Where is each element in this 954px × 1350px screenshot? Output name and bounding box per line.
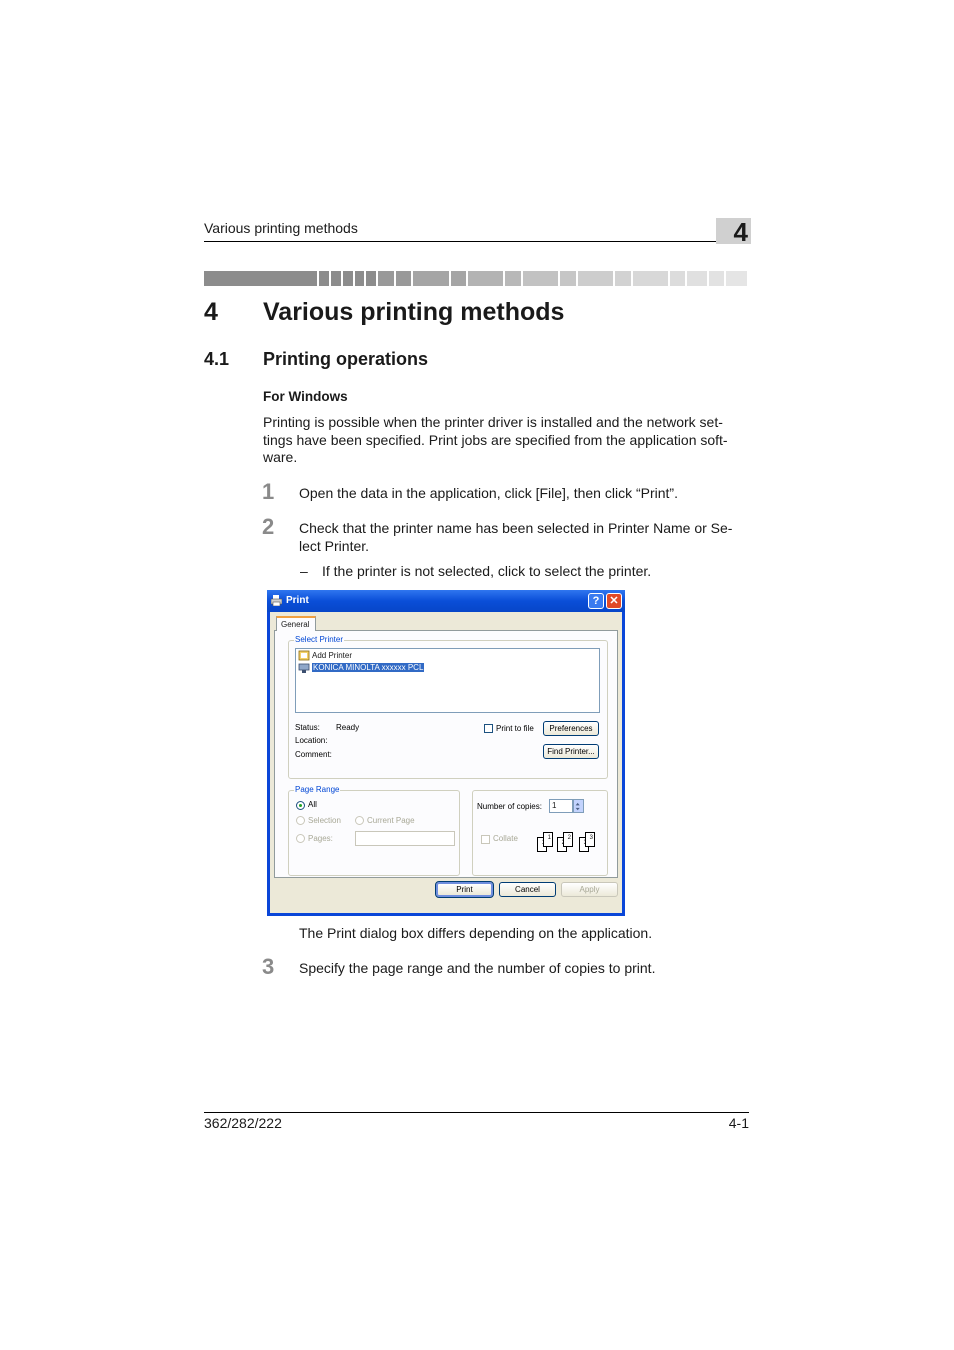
subsection-heading: For Windows [263,389,348,404]
page-range-label: Page Range [295,785,340,794]
status-value: Ready [336,723,360,732]
copies-spinner[interactable] [573,799,584,813]
preferences-button[interactable]: Preferences [543,721,599,736]
copies-group [472,790,608,876]
selection-label: Selection [308,816,341,825]
close-button[interactable]: ✕ [606,593,622,609]
collate-page: 3 [585,832,595,847]
printer-icon [271,595,282,606]
chapter-tab [716,217,751,247]
help-button[interactable]: ? [588,593,604,609]
decorative-bar [204,271,749,286]
selection-radio[interactable] [296,816,305,825]
dialog-title: Print [286,595,309,606]
step-line: lect Printer. [299,537,370,554]
comment-label: Comment: [295,750,332,759]
all-radio[interactable] [296,801,305,810]
printer-item-label: Add Printer [312,651,353,660]
collate-checkbox[interactable] [481,835,490,844]
section-heading [204,349,428,370]
select-printer-label: Select Printer [295,635,344,644]
intro-line: tings have been specified. Print jobs are specified from the application soft- [263,431,728,448]
chapter-heading-title: Various printing methods [263,298,565,326]
step-number-1: 1 [262,479,275,504]
dialog-titlebar[interactable] [267,590,625,612]
chapter-heading-number: 4 [204,298,218,326]
add-printer-icon [298,650,310,661]
step-line: Specify the page range and the number of copies to print. [299,960,656,976]
print-to-file-checkbox[interactable] [484,724,493,733]
step-line: Check that the printer name has been selected in Printer Name or Se- [299,520,733,536]
section-heading-number: 4.1 [204,349,230,369]
number-of-copies-label: Number of copies: [477,802,542,811]
step-number-3: 3 [262,954,275,979]
dialog-caption: The Print dialog box differs depending on the application. [299,925,653,941]
select-printer-group [288,635,608,779]
chapter-heading [204,298,564,327]
step-2-text [299,520,749,555]
step-3-text [299,960,749,978]
header-rule [204,241,716,242]
intro-line: ware. [263,449,298,465]
apply-button[interactable]: Apply [561,882,618,897]
general-tab-panel [274,630,618,878]
print-to-file-label: Print to file [496,724,534,733]
pages-label: Pages: [308,834,333,843]
collate-page: 1 [543,832,553,847]
printer-list[interactable] [295,648,600,713]
printer-item-add[interactable] [298,650,352,661]
chapter-tab-number: 4 [733,217,748,247]
printer-item-konica[interactable] [298,662,424,673]
current-page-radio[interactable] [355,816,364,825]
running-header-title: Various printing methods [204,220,358,236]
page-range-group [288,785,460,876]
note-dash: – [300,563,308,579]
dialog-client-area [270,612,622,913]
step-1-text [299,485,749,503]
location-label: Location: [295,736,328,745]
collate-page: 2 [563,832,573,847]
all-label: All [308,800,317,809]
collate-label: Collate [493,834,518,843]
status-label: Status: [295,723,320,732]
print-button[interactable]: Print [436,882,493,897]
current-page-label: Current Page [367,816,415,825]
find-printer-button[interactable]: Find Printer... [543,744,599,759]
footer-model: 362/282/222 [204,1115,282,1131]
spinner-arrows-icon [574,801,583,813]
step-number-2: 2 [262,514,275,539]
pages-radio[interactable] [296,834,305,843]
network-printer-icon [298,662,310,673]
section-heading-title: Printing operations [263,349,429,369]
intro-paragraph [263,414,750,467]
print-dialog [267,590,625,916]
footer-page-number: 4-1 [728,1115,749,1131]
cancel-button[interactable]: Cancel [499,882,556,897]
pages-input[interactable] [355,831,455,846]
printer-item-label: KONICA MINOLTA xxxxxx PCL [313,663,424,672]
step-line: Open the data in the application, click [File], then click “Print”. [299,485,678,501]
copies-input[interactable]: 1 [549,799,573,813]
footer-rule [204,1112,749,1113]
tab-general[interactable]: General [276,616,316,631]
note-text: If the printer is not selected, click to select the printer. [322,563,652,579]
intro-line: Printing is possible when the printer driver is installed and the network set- [263,414,723,430]
